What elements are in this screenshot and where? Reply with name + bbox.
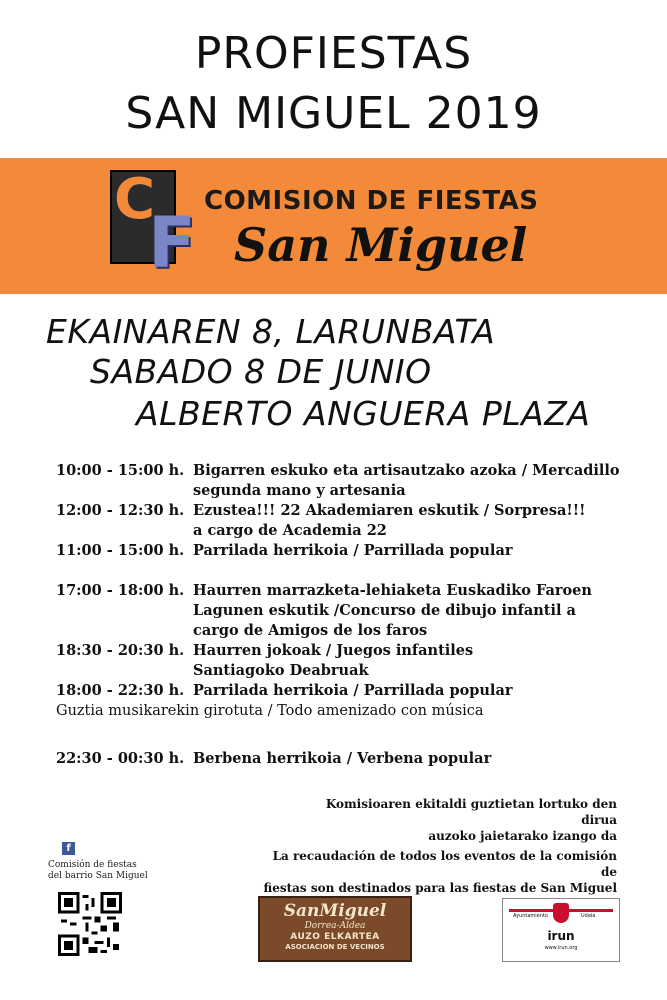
schedule-desc: Haurren marrazketa-lehiaketa Euskadiko Faroen: [193, 582, 592, 599]
schedule-item: [56, 461, 656, 501]
schedule-desc: segunda mano y artesania: [193, 482, 406, 499]
schedule-desc: cargo de Amigos de los faros: [193, 622, 428, 639]
schedule-desc: Parrilada herrikoia / Parrillada popular: [193, 542, 513, 559]
logo-letter-c: C: [114, 167, 156, 232]
schedule-desc: a cargo de Academia 22: [193, 522, 387, 539]
schedule-desc: Berbena herrikoia / Verbena popular: [193, 750, 492, 767]
facebook-icon[interactable]: f: [62, 842, 75, 855]
irun-website: www.irun.org: [544, 945, 578, 951]
schedule-desc: Santiagoko Deabruak: [193, 662, 369, 679]
schedule-time: 10:00 - 15:00 h.: [56, 462, 185, 479]
schedule-time: 18:00 - 22:30 h.: [56, 682, 185, 699]
schedule-time: 12:00 - 12:30 h.: [56, 502, 185, 519]
date-spanish: SABADO 8 DE JUNIO: [90, 352, 432, 391]
info-line: auzoko jaietarako izango da: [428, 829, 617, 843]
schedule-item: [56, 641, 656, 681]
schedule-item: [56, 749, 656, 769]
sponsor-subtitle: Dorrea-Aldea: [304, 921, 366, 931]
sponsor-line2: ASOCIACION DE VECINOS: [285, 943, 385, 951]
schedule-desc: Haurren jokoak / Juegos infantiles: [193, 642, 474, 659]
schedule-time: 22:30 - 00:30 h.: [56, 750, 185, 767]
info-spanish: [257, 848, 617, 896]
irun-council-logo: [502, 898, 620, 962]
schedule-time: 17:00 - 18:00 h.: [56, 582, 185, 599]
irun-crest-icon: [553, 903, 569, 923]
schedule-item: [56, 541, 656, 561]
qr-code-icon[interactable]: [58, 892, 122, 956]
facebook-caption-line: del barrio San Miguel: [48, 871, 148, 881]
poster-title-line2: SAN MIGUEL 2019: [125, 88, 542, 139]
info-line: Komisioaren ekitaldi guztietan lortuko den dirua: [325, 797, 617, 827]
info-basque: [297, 796, 617, 844]
music-note: Guztia musikarekin girotuta / Todo amenizado con música: [56, 703, 484, 719]
event-location: ALBERTO ANGUERA PLAZA: [136, 394, 591, 433]
sponsor-name: SanMiguel: [283, 901, 387, 921]
schedule-item: [56, 581, 656, 641]
schedule-desc: Parrilada herrikoia / Parrillada popular: [193, 682, 513, 699]
date-basque: EKAINAREN 8, LARUNBATA: [46, 312, 496, 351]
irun-label-left: Ayuntamiento: [513, 913, 548, 919]
poster-title-line1: PROFIESTAS: [194, 28, 473, 79]
info-line: La recaudación de todos los eventos de la comisión de: [272, 849, 617, 879]
sponsor-line1: AUZO ELKARTEA: [290, 932, 380, 942]
irun-name: irun: [547, 929, 575, 943]
logo-letter-f: F: [148, 202, 196, 284]
banner-heading: COMISION DE FIESTAS: [204, 186, 539, 216]
neighbors-association-logo: [258, 896, 412, 962]
info-line: fiestas son destinados para las fiestas de San Miguel: [263, 881, 617, 895]
schedule-desc: Lagunen eskutik /Concurso de dibujo infantil a: [193, 602, 576, 619]
schedule-time: 18:30 - 20:30 h.: [56, 642, 185, 659]
banner-subheading: San Miguel: [234, 218, 528, 272]
schedule-desc: Ezustea!!! 22 Akademiaren eskutik / Sorpresa!!!: [193, 502, 586, 519]
facebook-caption: [48, 860, 148, 882]
schedule-list: [56, 461, 656, 769]
schedule-desc: Bigarren eskuko eta artisautzako azoka / Mercadillo: [193, 462, 620, 479]
schedule-item: [56, 681, 656, 701]
irun-label-right: Udala: [581, 913, 596, 919]
schedule-time: 11:00 - 15:00 h.: [56, 542, 185, 559]
schedule-item: [56, 501, 656, 541]
facebook-caption-line: Comisión de fiestas: [48, 860, 137, 870]
